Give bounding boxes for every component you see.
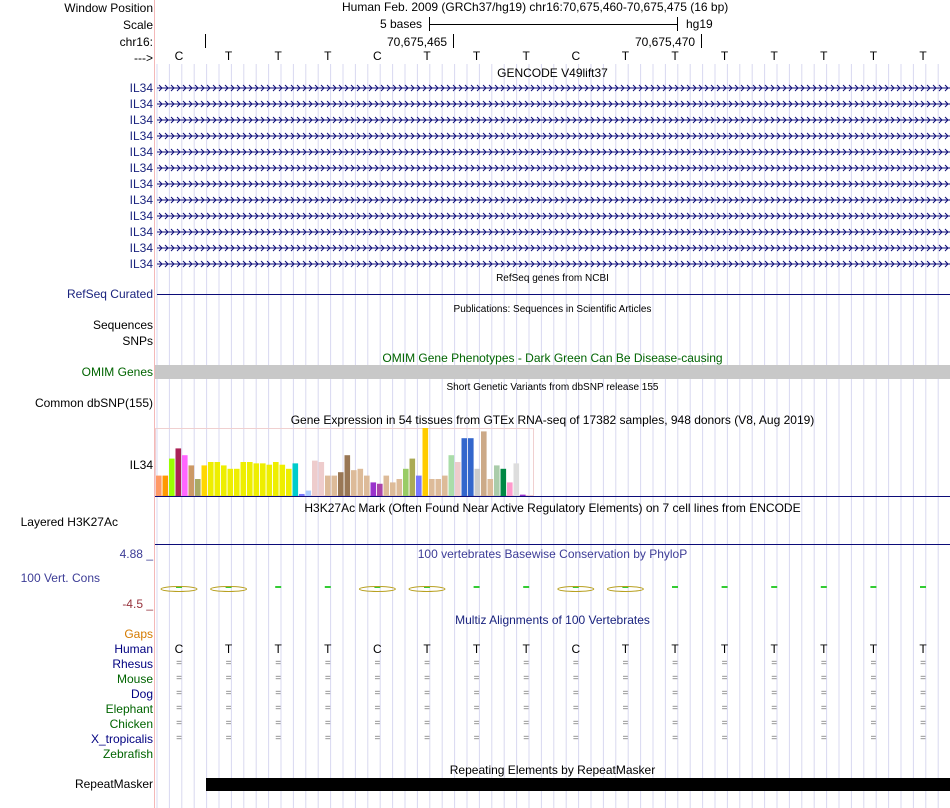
phylop-score-mark — [722, 586, 728, 588]
dbsnp-track-title: Short Genetic Variants from dbSNP release 155 — [446, 382, 659, 393]
gtex-tissue-bar — [416, 476, 422, 496]
reference-base: C — [571, 49, 581, 63]
multiz-human-base: T — [671, 642, 679, 656]
gtex-tissue-bar — [169, 459, 175, 496]
gtex-tissue-bar — [260, 463, 266, 496]
gtex-tissue-bar — [345, 455, 351, 496]
gencode-transcript — [157, 197, 950, 203]
gtex-tissue-bar — [182, 455, 188, 496]
gtex-tissue-bar — [247, 462, 253, 496]
multiz-aligned-base: = — [672, 688, 678, 699]
multiz-aligned-base: = — [622, 658, 629, 669]
multiz-aligned-base: = — [424, 718, 430, 729]
gtex-tissue-bar — [312, 461, 318, 496]
multiz-human-base: C — [373, 642, 382, 656]
gtex-tissue-bar — [442, 476, 448, 496]
gtex-gene-label[interactable]: IL34 — [129, 458, 153, 472]
phylop-score-mark — [474, 586, 480, 588]
gtex-tissue-bar — [501, 469, 507, 496]
multiz-aligned-base: = — [275, 718, 282, 729]
gtex-tissue-bar — [507, 482, 513, 496]
gtex-tissue-bar — [371, 482, 377, 496]
gtex-tissue-bar — [377, 484, 383, 496]
reference-base: T — [522, 49, 530, 63]
gencode-transcript-label[interactable]: IL34 — [129, 241, 153, 255]
multiz-aligned-base: = — [920, 658, 926, 669]
gtex-tissue-bar — [234, 469, 240, 496]
multiz-aligned-base: = — [672, 658, 678, 669]
multiz-aligned-base: = — [324, 688, 331, 699]
gtex-tissue-bar — [455, 462, 461, 496]
reference-base: T — [770, 49, 778, 63]
multiz-aligned-base: = — [771, 718, 778, 729]
gtex-tissue-bar — [195, 479, 201, 496]
publications-track-title: Publications: Sequences in Scientific Articles — [453, 304, 652, 315]
gtex-gene-line — [155, 496, 950, 497]
multiz-aligned-base: = — [374, 733, 381, 744]
multiz-aligned-base: = — [374, 658, 381, 669]
gtex-tissue-bar — [332, 476, 338, 496]
gtex-tissue-bar — [462, 438, 468, 496]
scale-bar-right-tick — [677, 17, 678, 31]
gtex-tissue-bar — [403, 469, 409, 496]
multiz-human-base: T — [472, 642, 481, 656]
repeatmasker-element[interactable] — [206, 778, 950, 791]
multiz-aligned-base: = — [771, 688, 778, 699]
multiz-aligned-base: = — [572, 673, 579, 684]
gencode-transcript — [157, 133, 950, 139]
gtex-expression-bars[interactable] — [155, 426, 950, 498]
gtex-tissue-bar — [267, 465, 273, 496]
h3k27ac-baseline — [155, 544, 950, 545]
phylop-score-mark — [771, 586, 777, 588]
chrom-label: chr16: — [119, 35, 153, 49]
gencode-transcript — [157, 85, 950, 91]
phylop-track-title: 100 vertebrates Basewise Conservation by PhyloP — [417, 547, 688, 561]
multiz-aligned-base: = — [870, 733, 877, 744]
multiz-human-base: T — [869, 642, 878, 656]
multiz-human-base: T — [274, 642, 282, 656]
gtex-tissue-bar — [475, 469, 481, 496]
gtex-tissue-bar — [189, 465, 195, 496]
track-canvas[interactable] — [155, 0, 950, 808]
gtex-tissue-bar — [228, 469, 234, 496]
multiz-aligned-base: = — [424, 688, 430, 699]
common-dbsnp-label[interactable]: Common dbSNP(155) — [34, 396, 153, 410]
gtex-tissue-bar — [358, 469, 364, 496]
multiz-aligned-base: = — [820, 733, 827, 744]
multiz-aligned-base: = — [275, 658, 282, 669]
reference-base: T — [919, 49, 927, 63]
multiz-aligned-base: = — [374, 673, 381, 684]
multiz-aligned-base: = — [523, 658, 530, 669]
species-label-zebrafish[interactable]: Zebrafish — [102, 747, 153, 761]
reference-base: T — [720, 49, 729, 63]
gencode-transcript-label[interactable]: IL34 — [129, 129, 153, 143]
multiz-aligned-base: = — [176, 673, 182, 684]
gtex-tissue-bar — [208, 462, 214, 496]
gencode-transcript — [157, 117, 950, 123]
coord-tick-mid — [453, 34, 454, 48]
multiz-aligned-base: = — [473, 688, 480, 699]
multiz-aligned-base: = — [176, 688, 182, 699]
gtex-tissue-bar — [436, 479, 442, 496]
gtex-tissue-bar — [280, 465, 286, 496]
multiz-aligned-base: = — [771, 658, 778, 669]
layered-h3k27ac-label[interactable]: Layered H3K27Ac — [20, 515, 118, 529]
gencode-transcript — [157, 229, 950, 235]
species-label-rhesus[interactable]: Rhesus — [112, 657, 153, 671]
multiz-aligned-base: = — [424, 658, 430, 669]
gencode-transcripts[interactable] — [155, 80, 950, 280]
species-label-elephant[interactable]: Elephant — [105, 702, 153, 716]
reference-base: T — [423, 49, 431, 63]
omim-track-title: OMIM Gene Phenotypes - Dark Green Can Be Disease-causing — [382, 351, 723, 365]
gencode-transcript-label[interactable]: IL34 — [129, 177, 153, 191]
gtex-tissue-bar — [319, 462, 325, 496]
multiz-aligned-base: = — [870, 703, 877, 714]
repeatmasker-label[interactable]: RepeatMasker — [74, 777, 153, 791]
multiz-aligned-base: = — [374, 718, 381, 729]
multiz-aligned-base: = — [176, 703, 182, 714]
multiz-aligned-base: = — [572, 688, 579, 699]
h3k27ac-track-title: H3K27Ac Mark (Often Found Near Active Regulatory Elements) on 7 cell lines from ENCODE — [304, 501, 801, 515]
gtex-tissue-bar — [293, 463, 299, 496]
gtex-tissue-bar — [202, 465, 208, 496]
scale-bar-text: 5 bases — [380, 17, 423, 31]
multiz-aligned-base: = — [225, 703, 232, 714]
multiz-aligned-base: = — [672, 673, 678, 684]
gtex-tissue-bar — [286, 469, 292, 496]
multiz-aligned-base: = — [473, 703, 480, 714]
multiz-aligned-base: = — [920, 703, 926, 714]
refseq-track-title: RefSeq genes from NCBI — [496, 273, 609, 284]
gtex-tissue-bar — [494, 465, 500, 496]
multiz-aligned-base: = — [176, 658, 182, 669]
scale-bar — [429, 24, 678, 25]
gencode-transcript-label[interactable]: IL34 — [129, 209, 153, 223]
multiz-aligned-base: = — [275, 733, 282, 744]
gtex-tissue-bar — [397, 479, 403, 496]
multiz-aligned-base: = — [523, 718, 530, 729]
gtex-tissue-bar — [488, 479, 494, 496]
species-label-dog[interactable]: Dog — [130, 687, 153, 701]
coord-label-left: 70,675,465 — [387, 35, 448, 49]
gtex-tissue-bar — [468, 438, 474, 496]
phylop-track-label[interactable]: 100 Vert. Cons — [20, 571, 100, 585]
snps-label[interactable]: SNPs — [122, 334, 153, 348]
multiz-human-base: T — [770, 642, 778, 656]
gencode-transcript-label[interactable]: IL34 — [129, 257, 153, 271]
multiz-track-title: Multiz Alignments of 100 Vertebrates — [455, 613, 650, 627]
multiz-human-base: T — [324, 642, 332, 656]
multiz-aligned-base: = — [572, 658, 579, 669]
gencode-transcript-label[interactable]: IL34 — [129, 97, 153, 111]
multiz-aligned-base: = — [523, 733, 530, 744]
phylop-max-label: 4.88 _ — [119, 547, 153, 561]
gtex-tissue-bar — [364, 476, 370, 496]
multiz-aligned-base: = — [275, 688, 282, 699]
gtex-tissue-bar — [215, 462, 221, 496]
multiz-aligned-base: = — [820, 703, 827, 714]
multiz-aligned-base: = — [870, 658, 877, 669]
phylop-min-label: -4.5 _ — [122, 597, 153, 611]
multiz-aligned-base: = — [820, 673, 827, 684]
multiz-human-base: T — [423, 642, 431, 656]
reference-base: C — [373, 49, 382, 63]
multiz-aligned-base: = — [820, 688, 827, 699]
multiz-aligned-base: = — [672, 703, 678, 714]
multiz-aligned-base: = — [523, 673, 530, 684]
strand-toggle[interactable]: ---> — [134, 51, 153, 65]
multiz-aligned-base: = — [473, 673, 480, 684]
multiz-human-base: T — [224, 642, 233, 656]
gtex-track-title: Gene Expression in 54 tissues from GTEx RNA-seq of 17382 samples, 948 donors (V8, Aug 2019) — [290, 413, 815, 427]
gaps-label[interactable]: Gaps — [124, 627, 153, 641]
gencode-track-title: GENCODE V49lift37 — [497, 66, 608, 80]
gencode-transcript — [157, 181, 950, 187]
multiz-aligned-base: = — [920, 688, 926, 699]
gtex-tissue-bar — [156, 476, 162, 496]
gtex-tissue-bar — [449, 455, 455, 496]
phylop-score-mark — [672, 586, 678, 588]
gencode-transcript-label[interactable]: IL34 — [129, 161, 153, 175]
multiz-aligned-base: = — [424, 733, 430, 744]
multiz-aligned-base: = — [275, 673, 282, 684]
multiz-aligned-base: = — [523, 703, 530, 714]
phylop-score-mark — [325, 586, 331, 588]
phylop-score-mark — [821, 586, 827, 588]
repeatmasker-track-title: Repeating Elements by RepeatMasker — [449, 763, 656, 777]
reference-base: T — [671, 49, 679, 63]
multiz-aligned-base: = — [572, 703, 579, 714]
multiz-aligned-base: = — [473, 733, 480, 744]
phylop-score-mark — [275, 586, 281, 588]
multiz-aligned-base: = — [820, 718, 827, 729]
multiz-aligned-base: = — [920, 718, 926, 729]
multiz-aligned-base: = — [721, 703, 728, 714]
assembly-position-text: Human Feb. 2009 (GRCh37/hg19) chr16:70,675,460-70,675,475 (16 bp) — [342, 0, 729, 14]
gencode-transcript — [157, 245, 950, 251]
gtex-tissue-bar — [481, 431, 487, 496]
reference-base: T — [621, 49, 630, 63]
coord-tick-right — [701, 34, 702, 48]
multiz-human-base: T — [621, 642, 630, 656]
multiz-aligned-base: = — [225, 733, 232, 744]
multiz-aligned-base: = — [721, 673, 728, 684]
gtex-tissue-bar — [254, 463, 260, 496]
multiz-aligned-base: = — [275, 703, 282, 714]
gencode-transcript — [157, 165, 950, 171]
multiz-aligned-base: = — [572, 718, 579, 729]
gencode-transcript-label[interactable]: IL34 — [129, 193, 153, 207]
multiz-aligned-base: = — [324, 658, 331, 669]
scale-db: hg19 — [686, 17, 713, 31]
reference-base: T — [274, 49, 282, 63]
multiz-aligned-base: = — [870, 673, 877, 684]
gtex-tissue-bar — [221, 465, 227, 496]
sequences-label[interactable]: Sequences — [92, 318, 153, 332]
multiz-aligned-base: = — [622, 688, 629, 699]
omim-gene-bar[interactable] — [155, 365, 950, 379]
multiz-aligned-base: = — [820, 658, 827, 669]
multiz-aligned-base: = — [374, 688, 381, 699]
multiz-aligned-base: = — [176, 733, 182, 744]
multiz-aligned-base: = — [622, 733, 629, 744]
gencode-transcript — [157, 149, 950, 155]
multiz-human-base: C — [571, 642, 581, 656]
scale-label: Scale — [122, 18, 153, 32]
multiz-aligned-base: = — [920, 733, 926, 744]
reference-base: T — [472, 49, 481, 63]
gtex-tissue-bar — [410, 459, 416, 496]
gtex-tissue-bar — [390, 482, 396, 496]
multiz-aligned-base: = — [771, 703, 778, 714]
multiz-human-base: T — [820, 642, 828, 656]
gtex-tissue-bar — [384, 476, 390, 496]
gencode-transcript-label[interactable]: IL34 — [129, 113, 153, 127]
multiz-human-base: T — [720, 642, 729, 656]
multiz-aligned-base: = — [424, 703, 430, 714]
multiz-aligned-base: = — [225, 673, 232, 684]
multiz-aligned-base: = — [473, 658, 480, 669]
refseq-curated-label[interactable]: RefSeq Curated — [66, 287, 153, 301]
multiz-aligned-base: = — [225, 658, 232, 669]
window-position-label: Window Position — [64, 1, 153, 15]
multiz-aligned-base: = — [424, 673, 430, 684]
multiz-human-base: T — [919, 642, 927, 656]
phylop-signal[interactable] — [155, 580, 950, 600]
multiz-aligned-base: = — [870, 718, 877, 729]
gtex-tissue-bar — [241, 462, 247, 496]
multiz-aligned-base: = — [721, 733, 728, 744]
track-label-column — [0, 0, 155, 808]
species-label-x_tropicalis[interactable]: X_tropicalis — [90, 732, 153, 746]
reference-base: T — [224, 49, 233, 63]
reference-base: T — [869, 49, 878, 63]
species-label-human[interactable]: Human — [114, 642, 153, 656]
omim-genes-label[interactable]: OMIM Genes — [81, 365, 153, 379]
gtex-tissue-bar — [163, 476, 169, 496]
multiz-aligned-base: = — [672, 733, 678, 744]
scale-bar-left-tick — [429, 17, 430, 31]
gencode-transcript — [157, 101, 950, 107]
species-label-mouse[interactable]: Mouse — [116, 672, 153, 686]
reference-base: T — [324, 49, 332, 63]
gtex-tissue-bar — [325, 476, 331, 496]
gtex-tissue-bar — [514, 463, 520, 496]
multiz-aligned-base: = — [572, 733, 579, 744]
multiz-aligned-base: = — [473, 718, 480, 729]
species-label-chicken[interactable]: Chicken — [109, 717, 153, 731]
multiz-human-base: T — [522, 642, 530, 656]
multiz-aligned-base: = — [721, 688, 728, 699]
gtex-tissue-bar — [351, 470, 357, 496]
gencode-transcript-label[interactable]: IL34 — [129, 145, 153, 159]
multiz-aligned-base: = — [721, 718, 728, 729]
gencode-transcript-label[interactable]: IL34 — [129, 81, 153, 95]
multiz-aligned-base: = — [225, 688, 232, 699]
multiz-aligned-base: = — [622, 703, 629, 714]
multiz-aligned-base: = — [324, 718, 331, 729]
coord-label-right: 70,675,470 — [635, 35, 696, 49]
multiz-aligned-base: = — [920, 673, 926, 684]
multiz-aligned-base: = — [771, 733, 778, 744]
phylop-score-mark — [870, 586, 876, 588]
multiz-human-base: C — [174, 642, 184, 656]
gtex-tissue-bar — [338, 472, 344, 496]
multiz-aligned-base: = — [176, 718, 182, 729]
multiz-aligned-base: = — [324, 733, 331, 744]
phylop-score-mark — [523, 586, 529, 588]
gtex-tissue-bar — [176, 448, 182, 496]
coord-tick-left — [205, 34, 206, 48]
multiz-aligned-base: = — [374, 703, 381, 714]
multiz-aligned-base: = — [672, 718, 678, 729]
gtex-tissue-bar — [423, 428, 429, 496]
multiz-aligned-base: = — [771, 673, 778, 684]
multiz-aligned-base: = — [324, 673, 331, 684]
gencode-transcript — [157, 213, 950, 219]
multiz-aligned-base: = — [721, 658, 728, 669]
multiz-aligned-base: = — [324, 703, 331, 714]
multiz-aligned-base: = — [622, 673, 629, 684]
refseq-gene-line[interactable] — [157, 294, 950, 295]
multiz-aligned-base: = — [523, 688, 530, 699]
multiz-aligned-base: = — [225, 718, 232, 729]
gtex-tissue-bar — [429, 479, 435, 496]
multiz-aligned-base: = — [870, 688, 877, 699]
reference-base: T — [820, 49, 828, 63]
reference-base: C — [174, 49, 184, 63]
gencode-transcript-label[interactable]: IL34 — [129, 225, 153, 239]
gtex-tissue-bar — [273, 462, 279, 496]
phylop-score-mark — [920, 586, 926, 588]
multiz-aligned-base: = — [622, 718, 629, 729]
gencode-transcript — [157, 261, 950, 267]
